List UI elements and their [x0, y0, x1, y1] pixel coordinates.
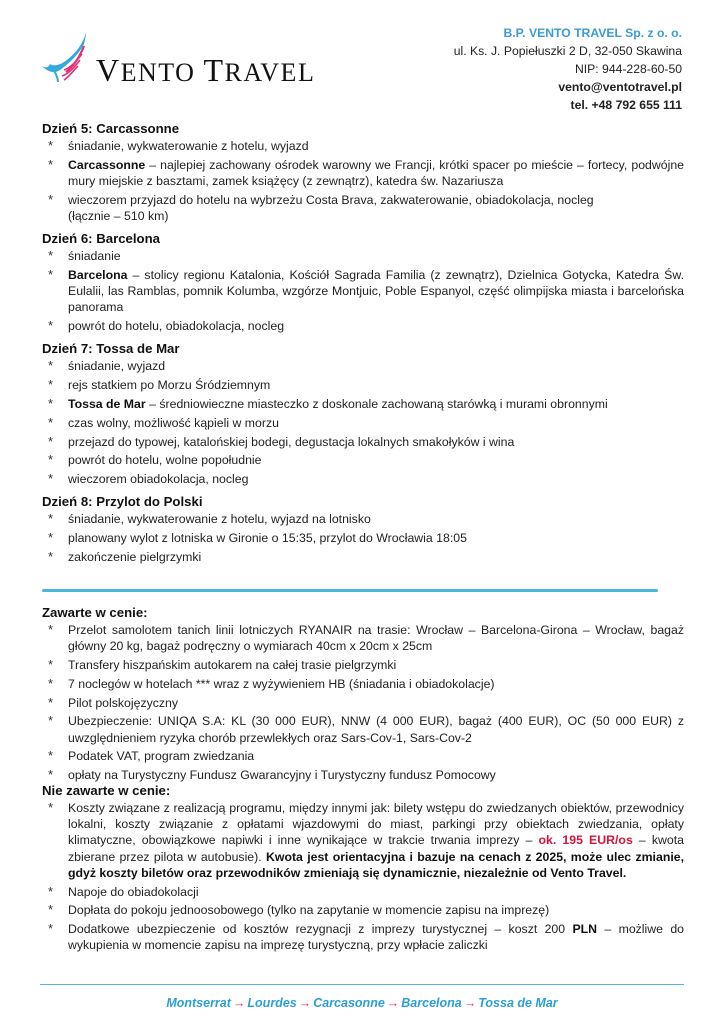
asterisk-bullet-icon: *	[48, 452, 54, 468]
price-highlight: ok. 195 EUR/os	[538, 833, 633, 848]
company-nip: NIP: 944-228-60-50	[574, 62, 682, 76]
company-email[interactable]: vento@ventotravel.pl	[558, 80, 682, 94]
footer-route: Montserrat → Lourdes → Carcasonne → Barcelona → Tossa de Mar	[166, 996, 558, 1010]
excluded-section	[42, 782, 684, 960]
list-item: * planowany wylot z lotniska w Gironie o 15:35, przylot do Wrocławia 18:05	[48, 530, 467, 546]
asterisk-bullet-icon: *	[48, 396, 54, 411]
company-name: B.P. VENTO TRAVEL Sp. z o. o.	[503, 26, 682, 40]
asterisk-bullet-icon: *	[48, 138, 54, 153]
asterisk-bullet-icon: *	[48, 358, 54, 374]
included-title: Zawarte w cenie:	[42, 605, 148, 620]
list-item: * Transfery hiszpańskim autokarem na całej trasie pielgrzymki	[48, 657, 397, 672]
arrow-right-icon: →	[232, 996, 246, 1010]
asterisk-bullet-icon: *	[48, 921, 54, 937]
day-7-section	[42, 340, 684, 487]
list-item: * Dodatkowe ubezpieczenie od kosztów rezygnacji z imprezy turystycznej – koszt 200 PLN – możliwe do wykupienia w momencie zapisu na imprezę turystyczną, przy wpłacie zaliczki	[48, 921, 684, 953]
arrow-right-icon: →	[386, 996, 400, 1010]
company-info	[454, 24, 682, 114]
list-item: * zakończenie pielgrzymki	[48, 548, 202, 564]
list-item: * Tossa de Mar – średniowieczne miasteczko z doskonale zachowaną starówką i murami obronnymi	[48, 396, 608, 411]
list-item: * wieczorem przyjazd do hotelu na wybrzeżu Costa Brava, zakwaterowanie, obiadokolacja, nocleg (łącznie – 510 km)	[48, 191, 594, 223]
asterisk-bullet-icon: *	[48, 902, 54, 918]
asterisk-bullet-icon: *	[48, 267, 54, 282]
asterisk-bullet-icon: *	[48, 414, 54, 430]
list-item: * Koszty związane z realizacją programu, między innymi jak: bilety wstępu do zwiedzanych obiektów, przewodnicy lokalni, koszty związanie z opłatami wjazdowymi do miast, parkingi przy obiektach zwiedzania, opłaty klimatyczne, obowiązkowe napiwki i inne wynikające w trakcie trwania imprezy – ok. 195 EUR/os – kwota zbierane przez pilota w autobusie). Kwota jest orientacyjna i bazuje na cenach z 2025, może ulec zmianie, gdyż koszty biletów oraz przewodników zmieniają się dynamicznie, niezależnie od Vento Travel.	[48, 800, 684, 880]
asterisk-bullet-icon: *	[48, 191, 54, 207]
list-item: * Pilot polskojęzyczny	[48, 694, 179, 710]
asterisk-bullet-icon: *	[48, 511, 54, 527]
list-item: * Dopłata do pokoju jednoosobowego (tylko na zapytanie w momencie zapisu na imprezę)	[48, 902, 550, 918]
arrow-right-icon: →	[298, 996, 312, 1010]
day-title: Dzień 5: Carcassonne	[42, 121, 180, 136]
day-5-section	[42, 120, 684, 224]
asterisk-bullet-icon: *	[48, 471, 54, 487]
day-6-section	[42, 230, 684, 334]
footer-divider	[40, 984, 684, 985]
list-item: * przejazd do typowej, katalońskiej bodegi, degustacja lokalnych smakołyków i wina	[48, 433, 515, 449]
company-address: ul. Ks. J. Popiełuszki 2 D, 32-050 Skawina	[453, 44, 682, 58]
asterisk-bullet-icon: *	[48, 713, 54, 729]
list-item: * rejs statkiem po Morzu Śródziemnym	[48, 377, 271, 393]
asterisk-bullet-icon: *	[48, 800, 54, 815]
list-item: * śniadanie	[48, 248, 121, 264]
list-item: * 7 noclegów w hotelach *** wraz z wyżywieniem HB (śniadania i obiadokolacje)	[48, 675, 495, 691]
arrow-right-icon: →	[463, 996, 477, 1010]
list-item: * śniadanie, wykwaterowanie z hotelu, wyjazd	[48, 138, 309, 153]
asterisk-bullet-icon: *	[48, 377, 54, 393]
price-note: Kwota jest orientacyjna i bazuje na cenach z 2025, może ulec zmianie, gdyż koszty biletów oraz przewodników zmieniają się dynamicznie, niezależnie od Vento Travel.	[68, 849, 684, 880]
list-item: * wieczorem obiadokolacja, nocleg	[48, 471, 249, 487]
list-item: * Ubezpieczenie: UNIQA S.A: KL (30 000 EUR), NNW (4 000 EUR), bagaż (400 EUR), OC (50 000 EUR) z uwzględnieniem ryzyka chorób przewlekłych oraz Sars-Cov-1, Sars-Cov-2	[48, 713, 684, 745]
day-title: Dzień 8: Przylot do Polski	[42, 494, 203, 510]
day-8-section	[42, 493, 684, 565]
excluded-title: Nie zawarte w cenie:	[42, 783, 171, 798]
day-title: Dzień 6: Barcelona	[42, 231, 160, 247]
itinerary	[42, 120, 684, 571]
list-item: * Przelot samolotem tanich linii lotniczych RYANAIR na trasie: Wrocław – Barcelona-Girona – Wrocław, bagaż główny 20 kg, bagaż podręczny o wymiarach 40cm x 20cm x 25cm	[48, 622, 684, 654]
asterisk-bullet-icon: *	[48, 767, 54, 783]
list-item: * Napoje do obiadokolacji	[48, 883, 199, 899]
list-item: * śniadanie, wyjazd	[48, 358, 166, 374]
logo-wordmark: VENTO TRAVEL	[96, 52, 316, 88]
included-section	[42, 604, 684, 789]
list-item: * powrót do hotelu, obiadokolacja, nocleg	[48, 318, 285, 334]
asterisk-bullet-icon: *	[48, 622, 54, 637]
list-item: * śniadanie, wykwaterowanie z hotelu, wyjazd na lotnisko	[48, 511, 371, 527]
asterisk-bullet-icon: *	[48, 433, 54, 449]
list-item: * Carcassonne – najlepiej zachowany ośrodek warowny we Francji, krótki spacer po mieście – fortecy, podwójne mury miejskie z basztami, zamek książęcy (z zewnątrz), katedra św. Nazariusza	[48, 156, 684, 188]
wing-icon	[38, 30, 94, 86]
list-item: * czas wolny, możliwość kąpieli w morzu	[48, 414, 279, 430]
asterisk-bullet-icon: *	[48, 657, 54, 672]
vento-travel-logo	[38, 30, 318, 86]
list-item: * Barcelona – stolicy regionu Katalonia, Kościół Sagrada Familia (z zewnątrz), Dzielnica Gotycka, Katedra Św. Eulalii, las Ramblas, pomnik Kolumba, wzgórze Montjuic, Poble Espanyol, część olimpijska miasta i barcelońska panorama	[48, 267, 684, 315]
asterisk-bullet-icon: *	[48, 883, 54, 899]
section-divider	[42, 589, 658, 592]
list-item: * powrót do hotelu, wolne popołudnie	[48, 452, 262, 468]
list-item: * opłaty na Turystyczny Fundusz Gwarancyjny i Turystyczny fundusz Pomocowy	[48, 767, 496, 783]
asterisk-bullet-icon: *	[48, 318, 54, 334]
asterisk-bullet-icon: *	[48, 694, 54, 710]
company-phone[interactable]: tel. +48 792 655 111	[570, 98, 682, 112]
asterisk-bullet-icon: *	[48, 530, 54, 546]
asterisk-bullet-icon: *	[48, 748, 54, 764]
asterisk-bullet-icon: *	[48, 548, 54, 564]
asterisk-bullet-icon: *	[48, 675, 54, 691]
list-item: * Podatek VAT, program zwiedzania	[48, 748, 255, 764]
asterisk-bullet-icon: *	[48, 248, 54, 264]
asterisk-bullet-icon: *	[48, 156, 54, 172]
day-title: Dzień 7: Tossa de Mar	[42, 341, 180, 357]
